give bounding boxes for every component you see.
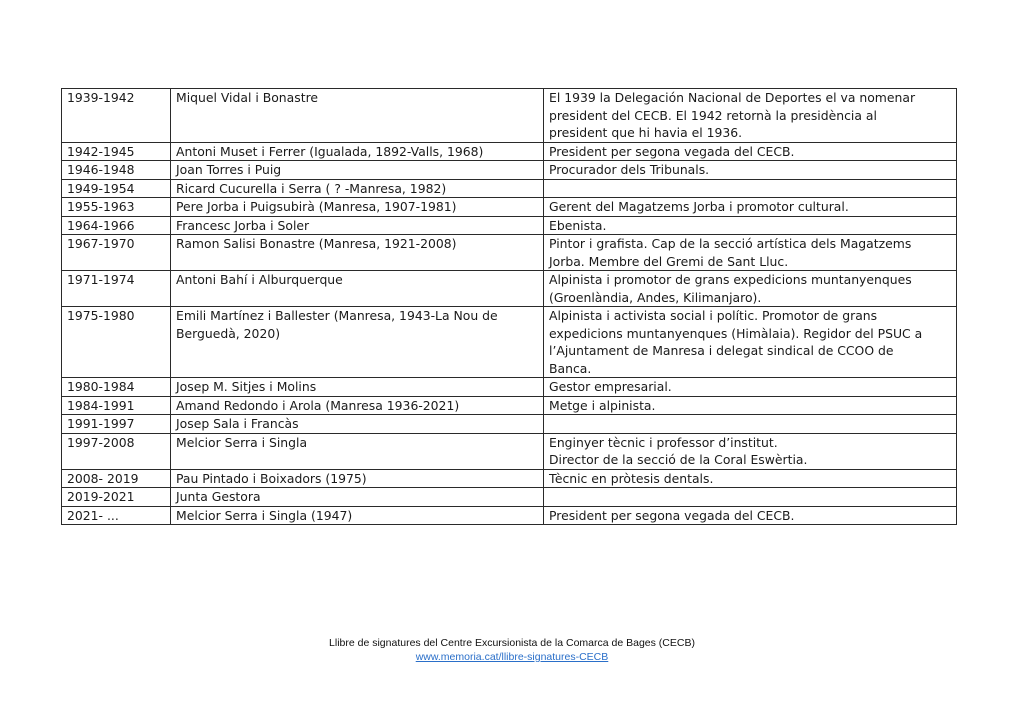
table-row	[62, 396, 957, 415]
note-line: Metge i alpinista.	[549, 397, 656, 413]
period-cell: 1942-1945	[62, 142, 171, 161]
note-line: Ebenista.	[549, 217, 607, 233]
president-name-cell: Josep M. Sitjes i Molins	[171, 378, 544, 397]
president-name-cell: Emili Martínez i Ballester (Manresa, 1943-La Nou de Berguedà, 2020)	[171, 307, 544, 378]
note-line: Enginyer tècnic i professor d’institut.	[549, 434, 778, 450]
note-line: Tècnic en pròtesis dentals.	[549, 470, 714, 486]
table-row	[62, 198, 957, 217]
note-cell	[544, 506, 957, 525]
presidents-table	[61, 88, 957, 525]
period-cell: 1939-1942	[62, 89, 171, 143]
president-name-cell: Francesc Jorba i Soler	[171, 216, 544, 235]
president-name-cell: Pau Pintado i Boixadors (1975)	[171, 469, 544, 488]
note-line: Alpinista i activista social i polític. Promotor de grans	[549, 308, 878, 323]
note-line	[549, 415, 951, 433]
table-row	[62, 415, 957, 434]
period-cell: 1971-1974	[62, 271, 171, 307]
note-line: Gestor empresarial.	[549, 379, 672, 394]
footer-link[interactable]: www.memoria.cat/llibre-signatures-CECB	[415, 651, 609, 663]
president-name-cell: Antoni Bahí i Alburquerque	[171, 271, 544, 307]
president-name-cell: Melcior Serra i Singla	[171, 433, 544, 469]
period-cell: 2008- 2019	[62, 469, 171, 488]
note-cell	[544, 396, 957, 415]
note-line: president del CECB. El 1942 retornà la presidència al	[549, 107, 877, 123]
period-cell: 2021- ...	[62, 506, 171, 525]
president-name-cell: Junta Gestora	[171, 488, 544, 507]
note-line: El 1939 la Delegación Nacional de Deportes el va nomenar	[549, 90, 916, 105]
period-cell: 1991-1997	[62, 415, 171, 434]
table-row	[62, 161, 957, 180]
note-cell	[544, 89, 957, 143]
note-cell	[544, 469, 957, 488]
table-row	[62, 216, 957, 235]
period-cell: 1949-1954	[62, 179, 171, 198]
period-cell: 1980-1984	[62, 378, 171, 397]
note-cell	[544, 488, 957, 507]
period-cell: 1967-1970	[62, 235, 171, 271]
footer-title: Llibre de signatures del Centre Excursionista de la Comarca de Bages (CECB)	[329, 637, 695, 649]
president-name-cell: Ramon Salisi Bonastre (Manresa, 1921-2008)	[171, 235, 544, 271]
president-name-cell: Ricard Cucurella i Serra ( ? -Manresa, 1982)	[171, 179, 544, 198]
table-row	[62, 433, 957, 469]
period-cell: 1955-1963	[62, 198, 171, 217]
table-row	[62, 271, 957, 307]
note-line: Pintor i grafista. Cap de la secció artística dels Magatzems	[549, 236, 912, 251]
president-name-cell: Amand Redondo i Arola (Manresa 1936-2021)	[171, 396, 544, 415]
table-row	[62, 179, 957, 198]
president-name-cell: Melcior Serra i Singla (1947)	[171, 506, 544, 525]
period-cell: 2019-2021	[62, 488, 171, 507]
president-name-cell: Miquel Vidal i Bonastre	[171, 89, 544, 143]
president-name-cell: Josep Sala i Francàs	[171, 415, 544, 434]
table-row	[62, 142, 957, 161]
note-line: Banca.	[549, 360, 592, 376]
note-line: expedicions muntanyenques (Himàlaia). Regidor del PSUC a	[549, 325, 923, 341]
note-line: Alpinista i promotor de grans expedicions muntanyenques	[549, 272, 912, 287]
table-row	[62, 488, 957, 507]
note-line: (Groenlàndia, Andes, Kilimanjaro).	[549, 289, 762, 305]
note-cell	[544, 198, 957, 217]
presidents-table-body	[62, 89, 957, 525]
president-name-cell: Antoni Muset i Ferrer (Igualada, 1892-Valls, 1968)	[171, 142, 544, 161]
note-cell	[544, 307, 957, 378]
table-row	[62, 235, 957, 271]
note-cell	[544, 161, 957, 180]
note-line: Gerent del Magatzems Jorba i promotor cultural.	[549, 199, 849, 214]
note-line: president que hi havia el 1936.	[549, 125, 743, 140]
note-cell	[544, 378, 957, 397]
president-name-cell: Pere Jorba i Puigsubirà (Manresa, 1907-1981)	[171, 198, 544, 217]
page-footer	[0, 636, 1024, 664]
note-cell	[544, 271, 957, 307]
note-line: Jorba. Membre del Gremi de Sant Lluc.	[549, 253, 789, 269]
note-line: President per segona vegada del CECB.	[549, 143, 795, 159]
table-row	[62, 378, 957, 397]
period-cell: 1975-1980	[62, 307, 171, 378]
table-row	[62, 89, 957, 143]
note-line: Director de la secció de la Coral Eswèrtia.	[549, 452, 808, 467]
note-cell	[544, 415, 957, 434]
note-cell	[544, 142, 957, 161]
note-cell	[544, 235, 957, 271]
note-cell	[544, 179, 957, 198]
table-row	[62, 469, 957, 488]
note-line: President per segona vegada del CECB.	[549, 507, 795, 523]
note-cell	[544, 433, 957, 469]
period-cell: 1946-1948	[62, 161, 171, 180]
note-cell	[544, 216, 957, 235]
table-row	[62, 506, 957, 525]
note-line	[549, 488, 951, 506]
period-cell: 1964-1966	[62, 216, 171, 235]
note-line: Procurador dels Tribunals.	[549, 162, 710, 177]
note-line: l’Ajuntament de Manresa i delegat sindical de CCOO de	[549, 343, 894, 358]
president-name-cell: Joan Torres i Puig	[171, 161, 544, 180]
period-cell: 1984-1991	[62, 396, 171, 415]
note-line	[549, 180, 951, 198]
table-row	[62, 307, 957, 378]
period-cell: 1997-2008	[62, 433, 171, 469]
